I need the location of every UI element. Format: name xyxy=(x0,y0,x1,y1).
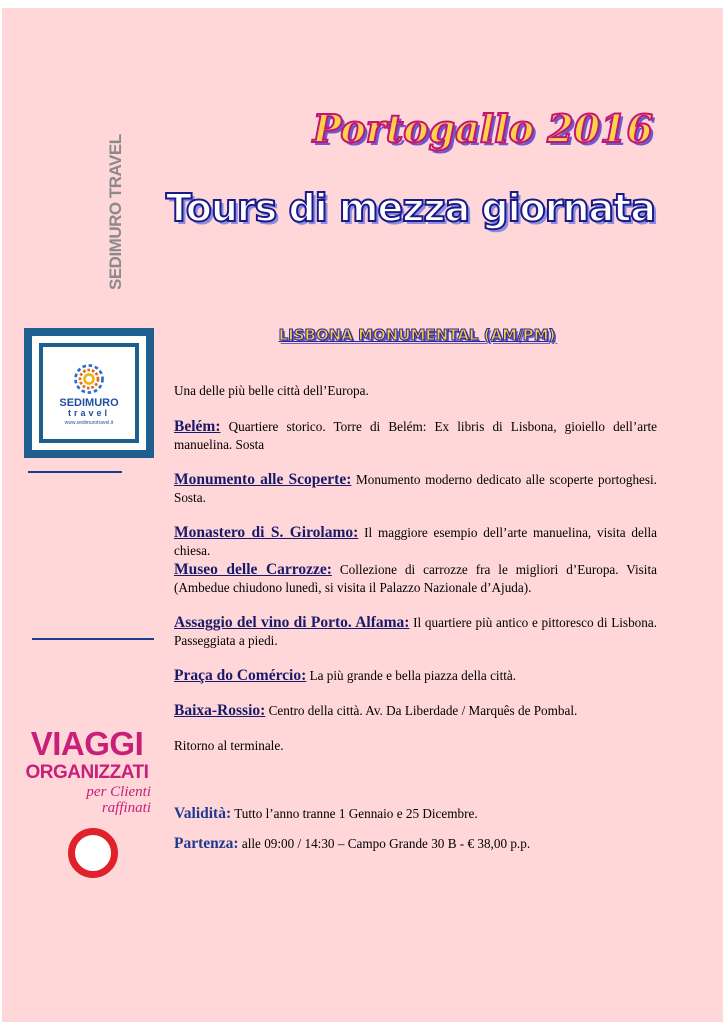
tour-stop xyxy=(174,471,657,507)
tour-stop xyxy=(174,667,657,685)
departure-label: Partenza: xyxy=(174,835,239,852)
departure-text: alle 09:00 / 14:30 – Campo Grande 30 B - € 38,00 p.p. xyxy=(238,836,531,851)
stop-text: La più grande e bella piazza della città. xyxy=(306,668,517,683)
stop-label: Monastero di S. Girolamo: xyxy=(174,524,359,541)
stop-label: Assaggio del vino di Porto. Alfama: xyxy=(174,614,410,631)
ring-logo-icon xyxy=(68,828,118,878)
stop-label: Belém: xyxy=(174,418,221,435)
tour-description xyxy=(174,382,657,853)
promo-line: per Clienti xyxy=(86,784,151,800)
sun-logo-icon xyxy=(71,361,107,397)
stop-text: Quartiere storico. Torre di Belém: Ex libris di Lisbona, gioiello dell’arte manuelina. Sosta xyxy=(174,419,657,452)
vertical-brand-text: SEDIMURO TRAVEL xyxy=(106,134,125,290)
stop-text: Collezione di carrozze fra le migliori d’Europa. Visita (Ambedue chiudono lunedì, si visita il Palazzo Nazionale d’Ajuda). xyxy=(174,562,657,595)
document-page xyxy=(2,8,723,1022)
page-title: Portogallo 2016 xyxy=(312,106,653,151)
company-logo xyxy=(24,328,154,458)
logo-url: www.sedimurotravel.it xyxy=(64,419,114,426)
closing-note: Ritorno al terminale. xyxy=(174,738,284,753)
tour-intro: Una delle più belle città dell’Europa. xyxy=(174,383,369,398)
divider xyxy=(32,638,154,640)
promo-line: raffinati xyxy=(101,800,151,816)
validity-line xyxy=(174,805,657,823)
validity-text: Tutto l’anno tranne 1 Gennaio e 25 Dicembre. xyxy=(231,806,478,821)
divider xyxy=(28,471,122,473)
stop-text: Monumento moderno dedicato alle scoperte portoghesi. Sosta. xyxy=(174,472,657,505)
logo-sub: travel xyxy=(67,407,111,418)
tour-stop xyxy=(174,418,657,454)
departure-line xyxy=(174,835,657,853)
stop-label: Baixa-Rossio: xyxy=(174,702,266,719)
promo-line: ORGANIZZATI xyxy=(25,762,149,783)
promo-block xyxy=(17,726,157,816)
tour-name: LISBONA MONUMENTAL (AM/PM) xyxy=(278,326,556,344)
stop-text: Il maggiore esempio dell’arte manuelina, visita della chiesa. xyxy=(174,525,658,558)
stop-label: Monumento alle Scoperte: xyxy=(174,471,352,488)
promo-line: VIAGGI xyxy=(30,725,144,762)
tour-stop xyxy=(174,702,657,720)
stop-text: Centro della città. Av. Da Liberdade / Marquês de Pombal. xyxy=(265,703,578,718)
tour-stop xyxy=(174,614,657,650)
tour-stop xyxy=(174,524,657,560)
page-subtitle: Tours di mezza giornata xyxy=(165,186,655,230)
stop-label: Praça do Comércio: xyxy=(174,667,307,684)
tour-stop xyxy=(174,561,657,597)
logo-name: SEDIMURO xyxy=(59,396,119,409)
stop-text: Il quartiere più antico e pittoresco di Lisbona. Passeggiata a piedi. xyxy=(174,615,657,648)
validity-label: Validità: xyxy=(174,805,232,822)
stop-label: Museo delle Carrozze: xyxy=(174,561,332,578)
